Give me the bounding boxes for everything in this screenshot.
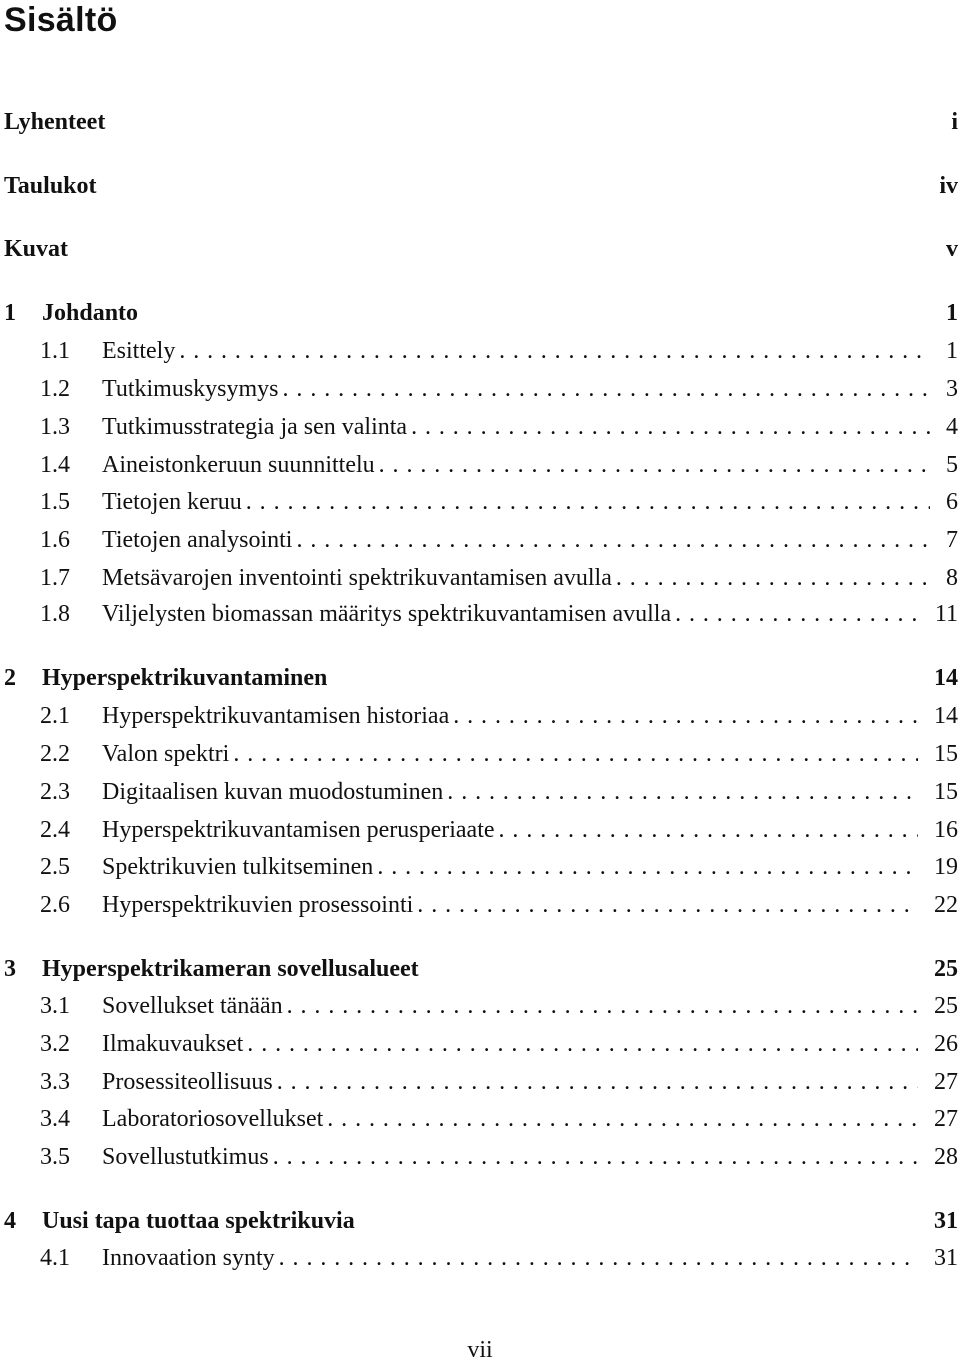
toc-chapter-label: Hyperspektrikameran sovellusalueet [42, 956, 419, 982]
toc-section-label: Esittely [102, 338, 176, 364]
toc-section-1-3[interactable] [40, 411, 958, 443]
toc-chapter-label: Hyperspektrikuvantaminen [42, 665, 328, 691]
toc-section-2-5[interactable] [40, 851, 958, 883]
dot-leader [277, 1066, 918, 1098]
toc-section-number: 3.2 [40, 1031, 70, 1057]
toc-section-1-4[interactable] [40, 449, 958, 481]
toc-section-page: 26 [934, 1031, 958, 1057]
toc-section-label: Tietojen keruu [102, 489, 242, 515]
dot-leader [233, 738, 918, 770]
toc-section-page: 15 [934, 741, 958, 767]
toc-section-label: Hyperspektrikuvantamisen perusperiaate [102, 817, 495, 843]
toc-section-page: 19 [934, 854, 958, 880]
toc-section-label: Tutkimuskysymys [102, 376, 279, 402]
dot-leader [417, 889, 918, 921]
toc-section-label: Hyperspektrikuvantamisen historiaa [102, 703, 450, 729]
dot-leader [377, 851, 918, 883]
toc-section-number: 3.5 [40, 1144, 70, 1170]
toc-entry-label: Lyhenteet [4, 109, 106, 135]
toc-section-number: 2.3 [40, 779, 70, 805]
toc-section-page: 27 [934, 1106, 958, 1132]
toc-section-3-3[interactable] [40, 1066, 958, 1098]
toc-section-page: 16 [934, 817, 958, 843]
toc-chapter-number: 2 [4, 665, 16, 691]
toc-chapter-label: Uusi tapa tuottaa spektrikuvia [42, 1208, 355, 1234]
toc-section-3-2[interactable] [40, 1028, 958, 1060]
dot-leader [327, 1103, 918, 1135]
toc-section-label: Tutkimusstrategia ja sen valinta [102, 414, 408, 440]
dot-leader [379, 449, 930, 481]
toc-section-number: 2.2 [40, 741, 70, 767]
dot-leader [411, 411, 930, 443]
dot-leader [279, 1242, 918, 1274]
dot-leader [675, 598, 919, 630]
toc-chapter-page: 14 [934, 665, 958, 691]
toc-section-number: 3.4 [40, 1106, 70, 1132]
toc-section-2-6[interactable] [40, 889, 958, 921]
toc-section-1-2[interactable] [40, 373, 958, 405]
dot-leader [447, 776, 918, 808]
toc-section-page: 31 [934, 1245, 958, 1271]
toc-section-1-6[interactable] [40, 524, 958, 556]
toc-chapter-page: 31 [934, 1208, 958, 1234]
toc-section-page: 11 [934, 601, 958, 627]
toc-section-page: 25 [934, 993, 958, 1019]
toc-section-number: 2.1 [40, 703, 70, 729]
toc-section-label: Laboratoriosovellukset [102, 1106, 324, 1132]
toc-section-3-5[interactable] [40, 1141, 958, 1173]
toc-section-label: Sovellustutkimus [102, 1144, 269, 1170]
toc-chapter-3[interactable] [4, 953, 958, 985]
toc-section-3-4[interactable] [40, 1103, 958, 1135]
toc-section-number: 3.3 [40, 1069, 70, 1095]
toc-section-number: 1.5 [40, 489, 70, 515]
toc-section-number: 1.6 [40, 527, 70, 553]
toc-section-page: 6 [946, 489, 958, 515]
dot-leader [499, 814, 918, 846]
toc-section-2-2[interactable] [40, 738, 958, 770]
toc-section-1-8[interactable] [40, 598, 958, 630]
toc-section-page: 3 [946, 376, 958, 402]
toc-section-label: Valon spektri [102, 741, 230, 767]
toc-section-number: 1.2 [40, 376, 70, 402]
toc-chapter-2[interactable] [4, 662, 958, 694]
dot-leader [453, 700, 918, 732]
toc-section-page: 14 [934, 703, 958, 729]
toc-section-label: Ilmakuvaukset [102, 1031, 244, 1057]
toc-section-number: 2.6 [40, 892, 70, 918]
dot-leader [246, 486, 930, 518]
toc-entry-kuvat[interactable] [4, 233, 958, 265]
toc-entry-taulukot[interactable] [4, 170, 958, 202]
toc-entry-page: iv [939, 173, 958, 199]
toc-section-page: 4 [946, 414, 958, 440]
toc-section-number: 1.1 [40, 338, 70, 364]
toc-section-label: Tietojen analysointi [102, 527, 293, 553]
toc-section-2-3[interactable] [40, 776, 958, 808]
toc-chapter-label: Johdanto [42, 300, 139, 326]
toc-chapter-page: 25 [934, 956, 958, 982]
toc-section-number: 2.4 [40, 817, 70, 843]
toc-entry-lyhenteet[interactable] [4, 106, 958, 138]
dot-leader [287, 990, 918, 1022]
toc-section-2-1[interactable] [40, 700, 958, 732]
toc-entry-label: Kuvat [4, 236, 69, 262]
toc-section-label: Hyperspektrikuvien prosessointi [102, 892, 414, 918]
toc-chapter-number: 3 [4, 956, 16, 982]
toc-section-label: Metsävarojen inventointi spektrikuvantamisen avulla [102, 565, 612, 591]
toc-section-label: Aineistonkeruun suunnittelu [102, 452, 375, 478]
toc-section-label: Spektrikuvien tulkitseminen [102, 854, 374, 880]
toc-chapter-number: 4 [4, 1208, 16, 1234]
toc-section-page: 5 [946, 452, 958, 478]
toc-section-label: Sovellukset tänään [102, 993, 283, 1019]
toc-chapter-page: 1 [946, 300, 958, 326]
toc-section-page: 15 [934, 779, 958, 805]
dot-leader [616, 562, 930, 594]
dot-leader [179, 335, 930, 367]
toc-section-number: 4.1 [40, 1245, 70, 1271]
dot-leader [283, 373, 930, 405]
toc-section-1-5[interactable] [40, 486, 958, 518]
dot-leader [247, 1028, 918, 1060]
toc-section-page: 7 [946, 527, 958, 553]
toc-section-3-1[interactable] [40, 990, 958, 1022]
toc-section-1-7[interactable] [40, 562, 958, 594]
toc-section-page: 8 [946, 565, 958, 591]
toc-section-page: 28 [934, 1144, 958, 1170]
toc-section-number: 3.1 [40, 993, 70, 1019]
dot-leader [273, 1141, 918, 1173]
toc-entry-page: i [951, 109, 958, 135]
page-title: Sisältö [4, 1, 118, 39]
toc-section-1-1[interactable] [40, 335, 958, 367]
toc-entry-label: Taulukot [4, 173, 97, 199]
toc-entry-page: v [946, 236, 958, 262]
page-number: vii [467, 1337, 493, 1363]
toc-section-page: 22 [934, 892, 958, 918]
toc-chapter-1[interactable] [4, 297, 958, 329]
toc-section-label: Viljelysten biomassan määritys spektrikuvantamisen avulla [102, 601, 672, 627]
toc-section-page: 27 [934, 1069, 958, 1095]
toc-section-number: 1.7 [40, 565, 70, 591]
toc-chapter-4[interactable] [4, 1205, 958, 1237]
toc-chapter-number: 1 [4, 300, 16, 326]
dot-leader [296, 524, 930, 556]
toc-section-number: 2.5 [40, 854, 70, 880]
toc-section-2-4[interactable] [40, 814, 958, 846]
toc-section-label: Prosessiteollisuus [102, 1069, 273, 1095]
toc-section-number: 1.8 [40, 601, 70, 627]
toc-section-label: Digitaalisen kuvan muodostuminen [102, 779, 444, 805]
toc-section-number: 1.3 [40, 414, 70, 440]
toc-section-label: Innovaation synty [102, 1245, 275, 1271]
toc-section-page: 1 [946, 338, 958, 364]
toc-section-number: 1.4 [40, 452, 70, 478]
toc-section-4-1[interactable] [40, 1242, 958, 1274]
